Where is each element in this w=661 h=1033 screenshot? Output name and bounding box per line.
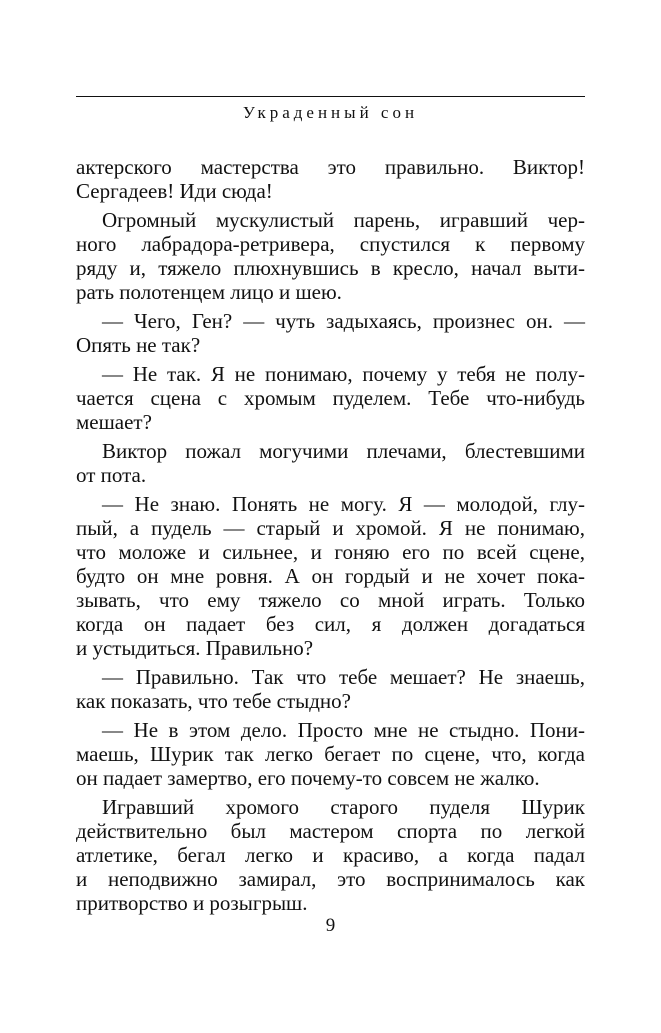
paragraph — [76, 439, 585, 487]
text-line: от пота. — [76, 463, 147, 487]
text-line: зывать, что ему тяжело со мной играть. Только — [76, 588, 585, 612]
text-line: — Не в этом дело. Просто мне не стыдно. Пони- — [102, 718, 585, 742]
text-line: действительно был мастером спорта по легкой — [76, 819, 585, 843]
text-line: — Не знаю. Понять не могу. Я — молодой, глу- — [102, 492, 585, 516]
text-line: Виктор пожал могучими плечами, блестевшими — [102, 439, 585, 463]
paragraph — [76, 492, 585, 660]
text-line: Опять не так? — [76, 333, 201, 357]
text-line: — Чего, Ген? — чуть задыхаясь, произнес он. — — [102, 309, 585, 333]
paragraph — [76, 718, 585, 790]
text-line: пый, а пудель — старый и хромой. Я не понимаю, — [76, 516, 585, 540]
paragraph — [76, 155, 585, 203]
text-line: притворство и розыгрыш. — [76, 891, 308, 915]
text-line: ряду и, тяжело плюхнувшись в кресло, начал выти- — [76, 256, 585, 280]
text-line: что моложе и сильнее, и гоняю его по всей сцене, — [76, 540, 585, 564]
page-number: 9 — [325, 915, 336, 936]
paragraph — [76, 362, 585, 434]
text-line: будто он мне ровня. А он гордый и не хочет пока- — [76, 564, 585, 588]
text-line: — Правильно. Так что тебе мешает? Не знаешь, — [102, 665, 585, 689]
body-text — [76, 155, 585, 915]
text-line: и неподвижно замирал, это воспринималось как — [76, 867, 585, 891]
text-line: рать полотенцем лицо и шею. — [76, 280, 342, 304]
text-line: — Не так. Я не понимаю, почему у тебя не полу- — [102, 362, 585, 386]
header-rule — [76, 96, 585, 97]
paragraph — [76, 309, 585, 357]
text-line: как показать, что тебе стыдно? — [76, 689, 351, 713]
text-line: он падает замертво, его почему-то совсем не жалко. — [76, 766, 540, 790]
text-line: ного лабрадора-ретривера, спустился к первому — [76, 232, 585, 256]
text-line: маешь, Шурик так легко бегает по сцене, что, когда — [76, 742, 585, 766]
paragraph — [76, 665, 585, 713]
text-line: чается сцена с хромым пуделем. Тебе что-нибудь — [76, 386, 585, 410]
text-line: и устыдиться. Правильно? — [76, 636, 314, 660]
text-line: когда он падает без сил, я должен догадаться — [76, 612, 585, 636]
text-line: мешает? — [76, 410, 152, 434]
paragraph — [76, 795, 585, 915]
text-line: актерского мастерства это правильно. Виктор! — [76, 155, 585, 179]
text-line: Игравший хромого старого пуделя Шурик — [102, 795, 585, 819]
paragraph — [76, 208, 585, 304]
text-line: атлетике, бегал легко и красиво, а когда падал — [76, 843, 585, 867]
running-header: Украденный сон — [242, 103, 419, 122]
text-line: Сергадеев! Иди сюда! — [76, 179, 273, 203]
text-line: Огромный мускулистый парень, игравший чер- — [102, 208, 585, 232]
